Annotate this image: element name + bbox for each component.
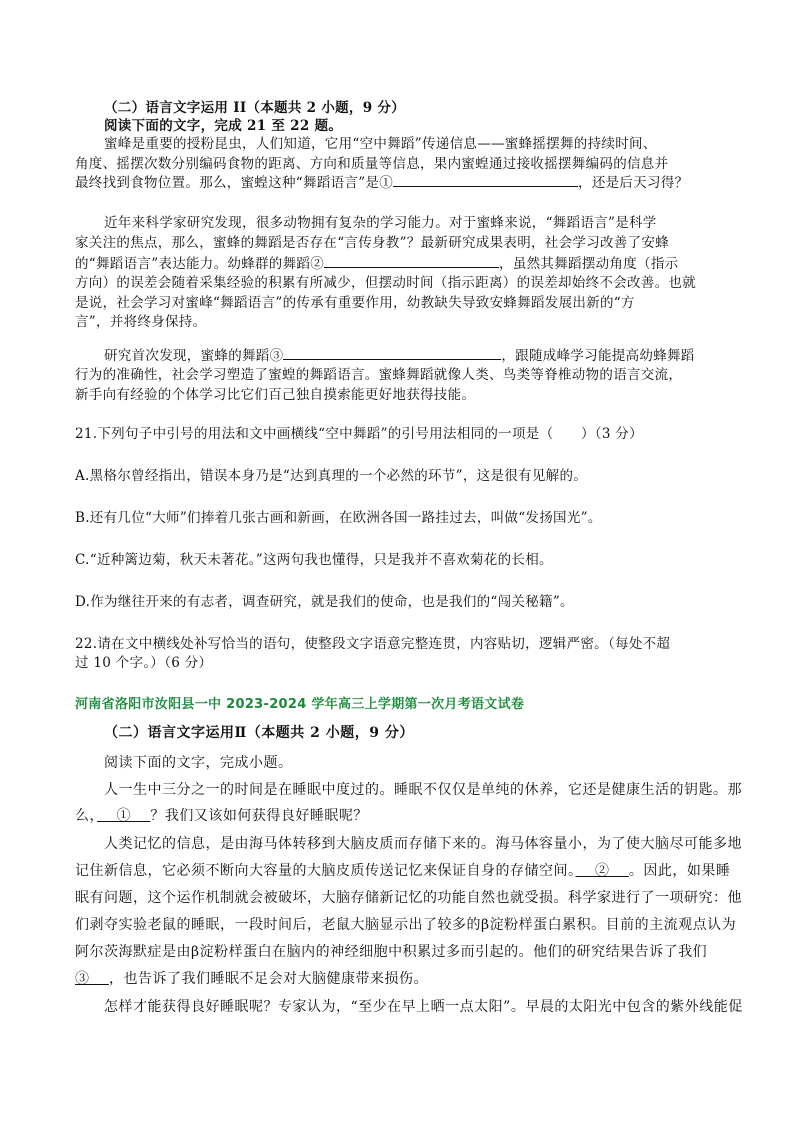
option-c: C.“近种篱边菊，秋天未著花。”这两句我也懂得，只是我并不喜欢菊花的长相。: [75, 552, 553, 568]
question-22: 22.请在文中横线处补写恰当的语句，使整段文字语意完整连贯，内容贴切，逻辑严密。（每处不超: [75, 636, 671, 652]
paragraph-line: 言”，并将终身保持。: [75, 314, 207, 330]
paragraph-line: [75, 253, 678, 274]
paragraph-line: 角度、摇摆次数分别编码食物的距离、方向和质量等信息，果内蜜蝗通过接收摇摆舞编码的信息并: [75, 156, 669, 172]
answer-blank-3: [283, 345, 501, 360]
section-heading: （二）语言文字运用Ⅱ（本题共 2 小题，9 分）: [104, 725, 414, 741]
reading-instruction: 阅读下面的文字，完成小题。: [104, 755, 293, 771]
paragraph-line: 方向）的误差会随着采集经验的积累有所减少，但摆动时间（指示距离）的误差却始终不会改善。也就: [75, 275, 696, 291]
text: ，跟随成峰学习能提高幼蜂舞蹈: [501, 348, 695, 364]
text: 记住新信息，它必须不断向大容量的大脑皮质传送记忆来保证自身的存储空间。: [75, 863, 576, 879]
paragraph-line: 怎样才能获得良好睡眠呢？专家认为，“至少在早上晒一点太阳”。早晨的太阳光中包含的紫外线能促: [104, 999, 743, 1015]
option-a: A.黑格尔曾经指出，错误本身乃是“达到真理的一个必然的环节”，这是很有见解的。: [75, 468, 588, 484]
text: ，也告诉了我们睡眠不足会对大脑健康带来损伤。: [108, 971, 428, 987]
question-21: 21.下列句子中引号的用法和文中画横线“空中舞蹈”的引号用法相同的一项是（ ）（3 分）: [75, 426, 643, 442]
text: 研究首次发现，蜜蜂的舞蹈③: [104, 348, 284, 364]
reading-instruction: 阅读下面的文字，完成 21 至 22 题。: [104, 118, 343, 134]
paragraph-line: 近年来科学家研究发现，很多动物拥有复杂的学习能力。对于蜜蜂来说，“舞蹈语言”是科学: [104, 215, 657, 231]
paragraph-line: 阿尔茨海默症是由β淀粉样蛋白在脑内的神经细胞中积累过多而引起的。他们的研究结果告诉了我们: [75, 944, 708, 960]
text: 的“舞蹈语言”表达能力。幼蜂群的舞蹈②: [75, 256, 325, 272]
paragraph-line: 们剥夺实验老鼠的睡眠，一段时间后，老鼠大脑显示出了较多的β淀粉样蛋白累积。目前的主流观点认为: [75, 917, 737, 933]
option-d: D.作为继往开来的有志者，调查研究，就是我们的使命，也是我们的“闯关秘籍”。: [75, 594, 574, 610]
paragraph-line: 新手向有经验的个体学习比它们百己独自摸索能更好地获得技能。: [75, 387, 476, 403]
text: ？我们又该如何获得良好睡眠呢？: [150, 808, 368, 824]
source-title: 河南省洛阳市汝阳县一中 2023-2024 学年高三上学期第一次月考语文试卷: [75, 697, 525, 712]
paragraph-line: [104, 345, 695, 366]
answer-blank-2: ②: [575, 863, 629, 879]
paragraph-line: 蜜峰是重要的授粉昆虫，人们知道，它用“空中舞蹈”传递信息——蜜蜂摇摆舞的持续时间、: [104, 136, 657, 152]
paragraph-line: 是说，社会学习对蜜峰“舞蹈语言”的传承有重要作用，幼教缺失导致安蜂舞蹈发展出新的“方: [75, 295, 635, 311]
section-heading: （二）语言文字运用 II（本题共 2 小题，9 分）: [104, 100, 406, 116]
question-22-cont: 过 10 个字。）（6 分）: [75, 655, 213, 671]
answer-blank-3: ③: [75, 971, 109, 987]
answer-blank-2: [324, 253, 499, 268]
answer-blank-1: [393, 172, 578, 187]
text: 。因此，如果睡: [628, 863, 731, 879]
text: ，虽然其舞蹈摆动角度（指示: [499, 256, 679, 272]
answer-blank-1: ①: [97, 808, 151, 824]
paragraph-line: [75, 968, 428, 990]
paragraph-line: 人一生中三分之一的时间是在睡眠中度过的。睡眠不仅仅是单纯的休养，它还是健康生活的钥匙。那: [104, 782, 742, 798]
paragraph-line: 行为的准确性，社会学习塑造了蜜蝗的舞蹈语言。蜜蜂舞蹈就像人类、鸟类等脊椎动物的语言交流，: [75, 367, 683, 383]
paragraph-line: 眠有问题，这个运作机制就会被破坏，大脑存储新记忆的功能自然也就受损。科学家进行了一项研究：他: [75, 890, 742, 906]
paragraph-line: [75, 860, 730, 882]
paragraph-line: 人类记忆的信息，是由海马体转移到大脑皮质而存储下来的。海马体容量小，为了使大脑尽可能多地: [104, 836, 742, 852]
paragraph-line: 家关注的焦点，那么，蜜蜂的舞蹈是否存在“言传身教”？最新研究成果表明，社会学习改善了安蜂: [75, 235, 670, 251]
text: ，还是后天习得？: [578, 175, 689, 191]
text: 最终找到食物位置。那么，蜜蝗这种“舞蹈语言”是①: [75, 175, 394, 191]
paragraph-line: [75, 172, 688, 193]
option-b: B.还有几位“大师”们捧着几张古画和新画，在欧洲各国一路挂过去，叫做“发扬国光”。: [75, 510, 602, 526]
paragraph-line: [75, 805, 368, 827]
text: 么，: [75, 808, 97, 824]
